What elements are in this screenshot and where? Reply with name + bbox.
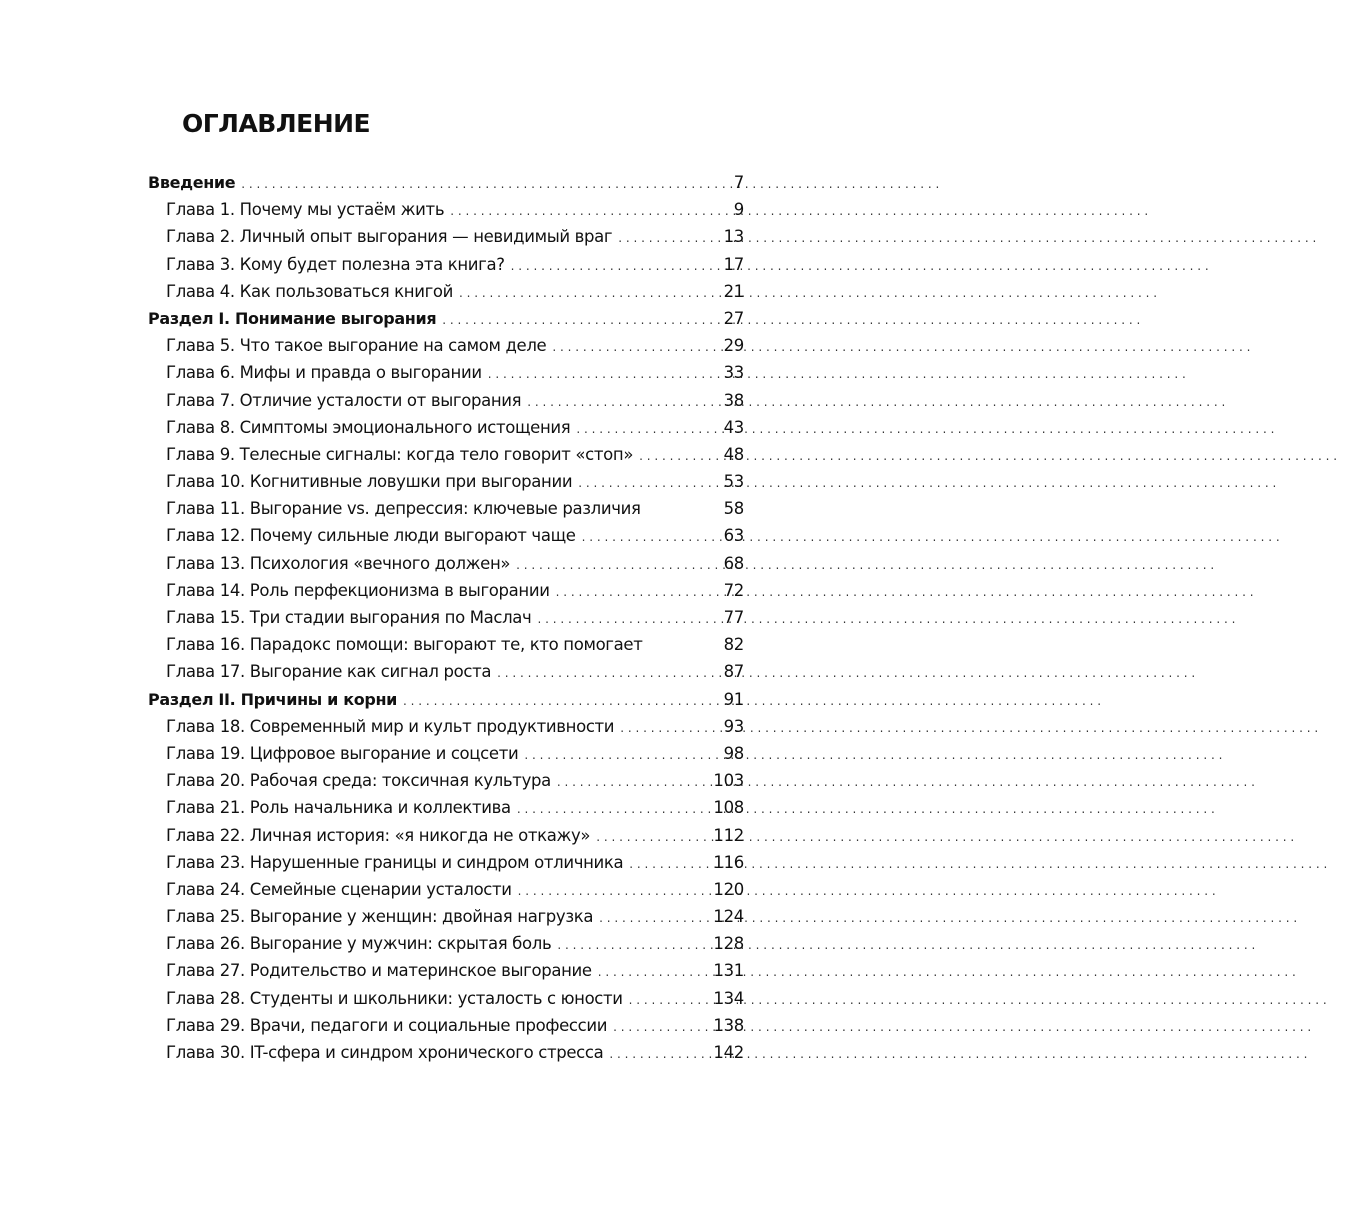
toc-page-number: 131 — [713, 961, 744, 981]
dot-leader — [556, 579, 692, 606]
toc-page-number: 68 — [723, 553, 744, 573]
toc-chapter-entry — [148, 196, 744, 223]
toc-entry-title: Глава 18. Современный мир и культ продуктивности — [166, 716, 615, 736]
toc-chapter-entry — [148, 713, 744, 740]
toc-chapter-entry — [148, 387, 744, 414]
toc-page-number: 116 — [713, 852, 744, 872]
toc-entry-title: Глава 20. Рабочая среда: токсичная культура — [166, 771, 551, 791]
toc-page-number: 72 — [723, 580, 744, 600]
toc-entry-title: Глава 22. Личная история: «я никогда не откажу» — [166, 825, 591, 845]
toc-chapter-entry — [148, 822, 744, 849]
dot-leader — [552, 334, 692, 361]
dot-leader — [527, 389, 692, 416]
dot-leader — [459, 280, 692, 307]
toc-chapter-entry — [148, 441, 744, 468]
toc-page-number: 87 — [723, 662, 744, 682]
toc-entry-title: Глава 2. Личный опыт выгорания — невидимый враг — [166, 227, 613, 247]
toc-page-number: 108 — [713, 798, 744, 818]
toc-chapter-entry — [148, 550, 744, 577]
toc-chapter-entry — [148, 631, 744, 658]
toc-entry-title: Глава 10. Когнитивные ловушки при выгорании — [166, 472, 573, 492]
toc-title: ОГЛАВЛЕНИЕ — [182, 109, 371, 138]
toc-entry-title: Раздел I. Понимание выгорания — [148, 308, 437, 328]
dot-leader — [537, 606, 692, 633]
toc-page-number: 27 — [723, 308, 744, 328]
dot-leader — [241, 171, 692, 198]
toc-chapter-entry — [148, 577, 744, 604]
toc-entry-title: Глава 8. Симптомы эмоционального истощения — [166, 417, 571, 437]
toc-page-number: 82 — [723, 635, 744, 655]
toc-chapter-entry — [148, 658, 744, 685]
toc-entry-title: Глава 25. Выгорание у женщин: двойная нагрузка — [166, 907, 594, 927]
toc-entry-title: Глава 5. Что такое выгорание на самом деле — [166, 336, 547, 356]
dot-leader — [403, 688, 692, 715]
dot-leader — [518, 878, 692, 905]
dot-leader — [488, 361, 692, 388]
toc-list — [148, 169, 744, 1066]
dot-leader — [442, 307, 692, 334]
toc-page-number: 9 — [733, 200, 744, 220]
toc-chapter-entry — [148, 278, 744, 305]
toc-entry-title: Глава 9. Телесные сигналы: когда тело говорит «стоп» — [166, 444, 634, 464]
toc-entry-title: Глава 30. IT-сфера и синдром хронического стресса — [166, 1043, 604, 1062]
toc-chapter-entry — [148, 849, 744, 876]
toc-page-number: 13 — [723, 227, 744, 247]
toc-chapter-entry — [148, 957, 744, 984]
toc-page-number: 43 — [723, 417, 744, 437]
dot-leader — [517, 796, 692, 823]
dot-leader — [598, 959, 692, 986]
toc-entry-title: Глава 17. Выгорание как сигнал роста — [166, 662, 492, 682]
toc-chapter-entry — [148, 223, 744, 250]
toc-page-number: 128 — [713, 934, 744, 954]
toc-entry-title: Глава 27. Родительство и материнское выгорание — [166, 961, 592, 981]
toc-page-number: 93 — [723, 716, 744, 736]
toc-chapter-entry — [148, 794, 744, 821]
toc-entry-title: Глава 24. Семейные сценарии усталости — [166, 879, 512, 899]
toc-page-number: 7 — [733, 173, 744, 192]
toc-chapter-entry — [148, 495, 744, 522]
dot-leader — [596, 824, 692, 851]
toc-chapter-entry — [148, 903, 744, 930]
toc-page-number: 29 — [723, 336, 744, 356]
dot-leader — [629, 987, 692, 1014]
toc-page-number: 58 — [723, 499, 744, 519]
toc-chapter-entry — [148, 876, 744, 903]
toc-chapter-entry — [148, 604, 744, 631]
toc-page-number: 38 — [723, 390, 744, 410]
toc-entry-title: Глава 14. Роль перфекционизма в выгорании — [166, 580, 550, 600]
dot-leader — [450, 198, 692, 225]
toc-chapter-entry — [148, 1012, 744, 1039]
toc-chapter-entry — [148, 1039, 744, 1066]
toc-section-entry — [148, 686, 744, 713]
toc-page-number: 77 — [723, 608, 744, 627]
toc-page-number: 21 — [723, 281, 744, 301]
toc-page-number: 142 — [713, 1043, 744, 1062]
toc-chapter-entry — [148, 985, 744, 1012]
toc-chapter-entry — [148, 332, 744, 359]
dot-leader — [613, 1014, 692, 1041]
dot-leader — [557, 932, 692, 959]
dot-leader — [629, 851, 692, 878]
dot-leader — [497, 660, 692, 687]
toc-page-number: 98 — [723, 743, 744, 763]
dot-leader — [618, 225, 692, 252]
toc-entry-title: Введение — [148, 173, 236, 192]
toc-chapter-entry — [148, 359, 744, 386]
toc-section-entry — [148, 169, 744, 196]
toc-page-number: 48 — [723, 444, 744, 464]
dot-leader — [609, 1041, 692, 1068]
toc-page-number: 120 — [713, 879, 744, 899]
toc-entry-title: Глава 16. Парадокс помощи: выгорают те, кто помогает — [166, 635, 643, 655]
toc-entry-title: Глава 23. Нарушенные границы и синдром отличника — [166, 852, 624, 872]
dot-leader — [582, 524, 692, 551]
toc-page-number: 53 — [723, 472, 744, 492]
toc-chapter-entry — [148, 522, 744, 549]
toc-page-number: 138 — [713, 1015, 744, 1035]
toc-chapter-entry — [148, 468, 744, 495]
dot-leader — [511, 253, 692, 280]
toc-page-number: 17 — [723, 254, 744, 274]
toc-page-number: 103 — [713, 771, 744, 791]
toc-chapter-entry — [148, 767, 744, 794]
toc-entry-title: Глава 4. Как пользоваться книгой — [166, 281, 454, 301]
dot-leader — [639, 443, 692, 470]
toc-entry-title: Глава 21. Роль начальника и коллектива — [166, 798, 511, 818]
toc-page-number: 124 — [713, 907, 744, 927]
toc-entry-title: Глава 11. Выгорание vs. депрессия: ключевые различия — [166, 499, 641, 519]
toc-entry-title: Глава 12. Почему сильные люди выгорают чаще — [166, 526, 576, 546]
toc-entry-title: Глава 29. Врачи, педагоги и социальные профессии — [166, 1015, 608, 1035]
dot-leader — [576, 416, 692, 443]
toc-entry-title: Глава 26. Выгорание у мужчин: скрытая боль — [166, 934, 552, 954]
toc-entry-title: Глава 19. Цифровое выгорание и соцсети — [166, 743, 519, 763]
toc-chapter-entry — [148, 414, 744, 441]
dot-leader — [524, 742, 692, 769]
toc-entry-title: Глава 1. Почему мы устаём жить — [166, 200, 445, 220]
toc-page-number: 91 — [723, 689, 744, 709]
toc-entry-title: Глава 15. Три стадии выгорания по Маслач — [166, 608, 532, 627]
dot-leader — [620, 715, 692, 742]
dot-leader — [516, 552, 692, 579]
toc-entry-title: Глава 3. Кому будет полезна эта книга? — [166, 254, 505, 274]
toc-section-entry — [148, 305, 744, 332]
toc-chapter-entry — [148, 251, 744, 278]
dot-leader — [578, 470, 692, 497]
toc-entry-title: Глава 13. Психология «вечного должен» — [166, 553, 511, 573]
toc-entry-title: Глава 6. Мифы и правда о выгорании — [166, 363, 482, 383]
toc-entry-title: Раздел II. Причины и корни — [148, 689, 398, 709]
toc-page-number: 134 — [713, 988, 744, 1008]
dot-leader — [599, 905, 692, 932]
toc-page-number: 112 — [713, 825, 744, 845]
dot-leader — [557, 769, 692, 796]
toc-entry-title: Глава 28. Студенты и школьники: усталость с юности — [166, 988, 623, 1008]
toc-entry-title: Глава 7. Отличие усталости от выгорания — [166, 390, 522, 410]
toc-chapter-entry — [148, 740, 744, 767]
toc-page-number: 63 — [723, 526, 744, 546]
toc-page-number: 33 — [723, 363, 744, 383]
toc-chapter-entry — [148, 930, 744, 957]
